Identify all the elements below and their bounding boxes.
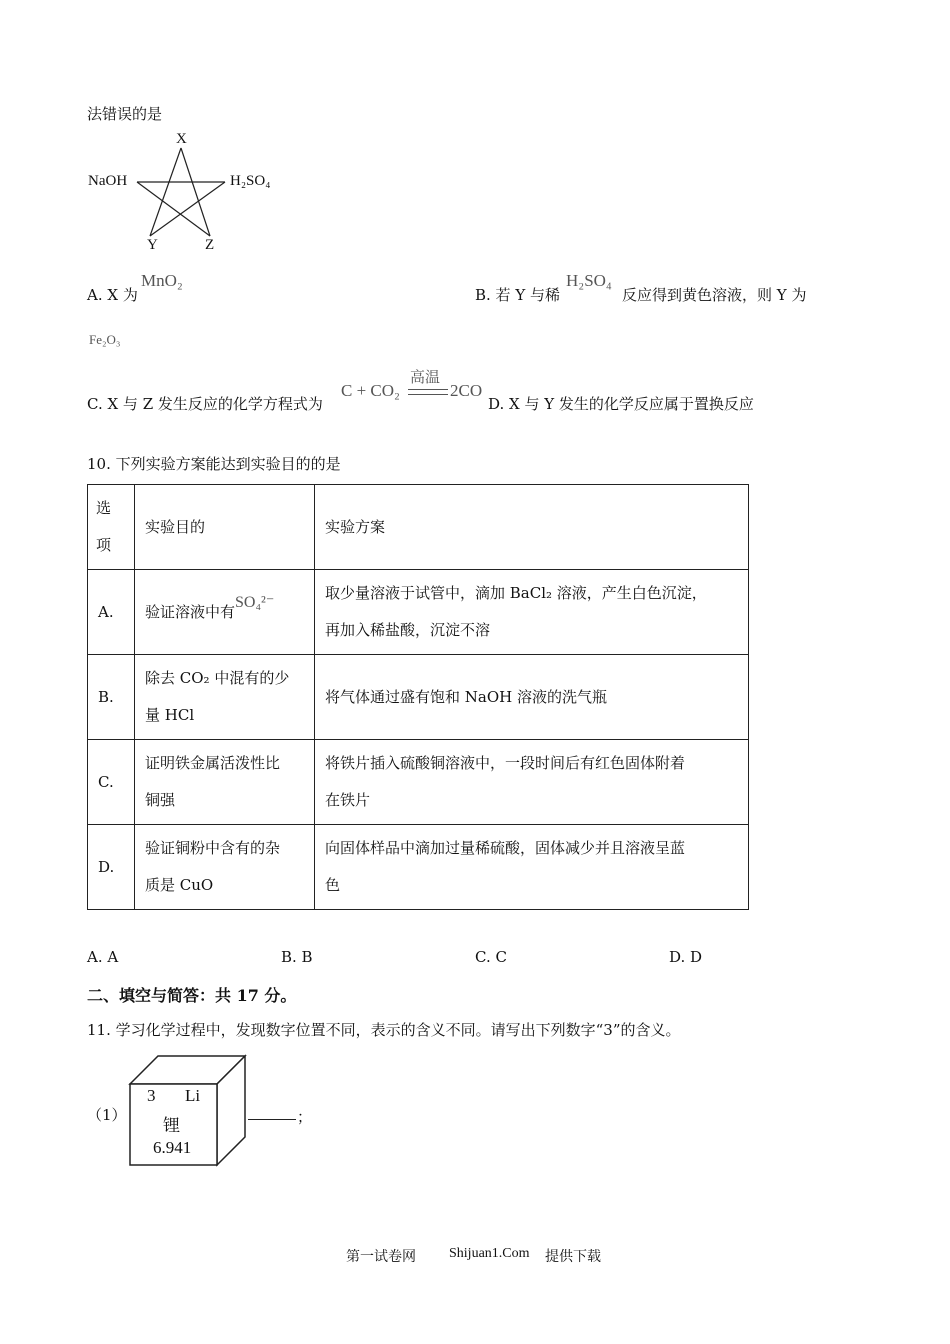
row-c-plan: 将铁片插入硫酸铜溶液中，一段时间后有红色固体附着 在铁片: [315, 740, 749, 825]
header-purpose: 实验目的: [135, 485, 315, 570]
q10-answer-b[interactable]: B. B: [281, 948, 313, 966]
row-a-purpose: 验证溶液中有SO₄²⁻: [135, 570, 315, 655]
footer-left: 第一试卷网: [346, 1249, 416, 1265]
q11-sub1-label: （1）: [87, 1106, 127, 1124]
edge-h2so4-y: [150, 182, 225, 236]
q9-option-c-text: C. X 与 Z 发生反应的化学方程式为: [87, 395, 323, 413]
q9-option-a-text: A. X 为: [87, 286, 138, 304]
edge-x-y: [150, 148, 181, 236]
q9-option-b-text-after: 反应得到黄色溶液，则 Y 为: [622, 286, 807, 304]
q9-option-c-condition: 高温: [410, 368, 441, 386]
q11-answer-blank[interactable]: [248, 1119, 296, 1120]
star-diagram-svg: [80, 128, 300, 258]
table-row: [88, 825, 749, 910]
cube-atomic-mass: 6.941: [153, 1138, 192, 1157]
q11-blank-end: ；: [297, 1108, 313, 1126]
header-plan: 实验方案: [315, 485, 749, 570]
q10-answer-a[interactable]: A. A: [87, 948, 119, 966]
q9-option-c-lhs: C + CO₂: [341, 381, 400, 400]
sulfate-ion: SO₄²⁻: [235, 593, 275, 611]
node-y: Y: [147, 237, 158, 253]
node-x: X: [176, 131, 187, 147]
row-c-purpose: 证明铁金属活泼性比 铜强: [135, 740, 315, 825]
q10-answer-c[interactable]: C. C: [475, 948, 507, 966]
q9-option-c-equals: [408, 389, 448, 395]
q9-stem-tail: 法错误的是: [87, 105, 163, 123]
cube-element-symbol: Li: [185, 1086, 201, 1105]
footer-middle: Shijuan1.Com: [449, 1246, 530, 1261]
node-naoh: NaOH: [88, 173, 128, 189]
table-row: [88, 740, 749, 825]
q9-option-a-formula: MnO₂: [141, 271, 183, 290]
row-a-plan: 取少量溶液于试管中，滴加 BaCl₂ 溶液，产生白色沉淀， 再加入稀盐酸，沉淀不溶: [315, 570, 749, 655]
table-row: [88, 570, 749, 655]
q9-option-b-answer: Fe₂O₃: [89, 332, 121, 347]
edge-x-z: [181, 148, 210, 236]
q11-stem: 11. 学习化学过程中，发现数字位置不同，表示的含义不同。请写出下列数字“3”的含义。: [87, 1021, 681, 1039]
section-2-title: 二、填空与简答：共 17 分。: [87, 986, 297, 1005]
node-h2so4: H₂SO₄: [230, 173, 271, 189]
cube-element-name: 锂: [163, 1116, 180, 1136]
q10-table: [87, 484, 749, 910]
footer-right: 提供下载: [545, 1249, 601, 1265]
row-d-purpose: 验证铜粉中含有的杂 质是 CuO: [135, 825, 315, 910]
node-z: Z: [205, 237, 215, 253]
row-d-option: D.: [88, 825, 135, 910]
q9-option-d-text: D. X 与 Y 发生的化学反应属于置换反应: [488, 395, 754, 413]
table-row: [88, 655, 749, 740]
q10-stem: 10. 下列实验方案能达到实验目的的是: [87, 455, 341, 473]
row-b-plan: 将气体通过盛有饱和 NaOH 溶液的洗气瓶: [315, 655, 749, 740]
row-b-purpose: 除去 CO₂ 中混有的少 量 HCl: [135, 655, 315, 740]
q9-option-c-rhs: 2CO: [450, 381, 483, 400]
q9-option-b-formula: H₂SO₄: [566, 271, 612, 290]
edge-naoh-z: [137, 182, 210, 236]
row-a-option: A.: [88, 570, 135, 655]
row-d-plan: 向固体样品中滴加过量稀硫酸，固体减少并且溶液呈蓝 色: [315, 825, 749, 910]
cube-atomic-number: 3: [147, 1086, 156, 1105]
row-b-option: B.: [88, 655, 135, 740]
row-c-option: C.: [88, 740, 135, 825]
header-option: 选项: [88, 485, 135, 570]
table-header-row: [88, 485, 749, 570]
q9-option-b-text-before: B. 若 Y 与稀: [475, 286, 560, 304]
q10-answer-d[interactable]: D. D: [669, 948, 703, 966]
